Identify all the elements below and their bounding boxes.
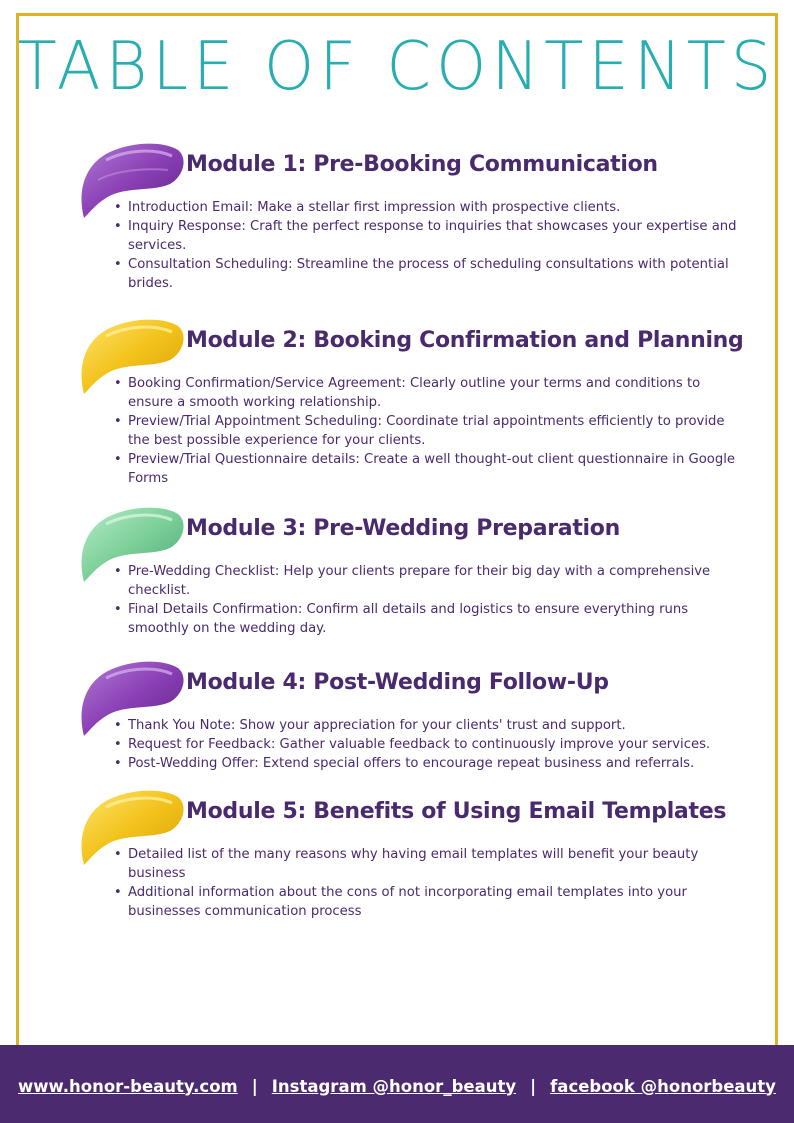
module-bullet-list bbox=[114, 374, 740, 488]
facebook-link[interactable]: facebook @honorbeauty bbox=[550, 1076, 776, 1096]
list-item: • Thank You Note: Show your appreciation for your clients' trust and support. bbox=[114, 718, 626, 733]
list-item: • Post-Wedding Offer: Extend special offers to encourage repeat business and referrals. bbox=[114, 756, 695, 771]
list-item: • Preview/Trial Appointment Scheduling: Coordinate trial appointments efficiently to provide the best possible experience for your clients. bbox=[114, 414, 725, 448]
list-item: • Detailed list of the many reasons why having email templates will benefit your beauty business bbox=[114, 847, 699, 881]
list-item: • Additional information about the cons of not incorporating email templates into your businesses communication process bbox=[114, 885, 687, 919]
footer-bar bbox=[0, 1045, 794, 1123]
module-title: Module 5: Benefits of Using Email Templates bbox=[186, 799, 727, 824]
instagram-link[interactable]: Instagram @honor_beauty bbox=[271, 1076, 517, 1096]
list-item: • Pre-Wedding Checklist: Help your clients prepare for their big day with a comprehensive checklist. bbox=[114, 564, 711, 598]
list-item: • Consultation Scheduling: Streamline the process of scheduling consultations with potential brides. bbox=[114, 257, 729, 291]
module-title: Module 1: Pre-Booking Communication bbox=[186, 152, 658, 177]
list-item: • Final Details Confirmation: Confirm all details and logistics to ensure everything runs smoothly on the wedding day. bbox=[114, 602, 689, 636]
list-item: • Booking Confirmation/Service Agreement: Clearly outline your terms and conditions to ensure a smooth working relationship. bbox=[114, 376, 701, 410]
module-bullet-list bbox=[114, 845, 740, 921]
list-item: • Preview/Trial Questionnaire details: Create a well thought-out client questionnaire in Google Forms bbox=[114, 452, 736, 486]
module-bullet-list bbox=[114, 562, 740, 638]
list-item: • Introduction Email: Make a stellar first impression with prospective clients. bbox=[114, 200, 621, 215]
website-link[interactable]: www.honor-beauty.com bbox=[18, 1076, 238, 1096]
module-title: Module 2: Booking Confirmation and Planning bbox=[186, 328, 744, 353]
module-title: Module 3: Pre-Wedding Preparation bbox=[186, 516, 620, 541]
list-item: • Request for Feedback: Gather valuable feedback to continuously improve your services. bbox=[114, 737, 711, 752]
footer-separator: | bbox=[530, 1076, 537, 1096]
page-title: TABLE OF CONTENTS bbox=[17, 28, 777, 106]
module-title: Module 4: Post-Wedding Follow-Up bbox=[186, 670, 609, 695]
list-item: • Inquiry Response: Craft the perfect response to inquiries that showcases your expertise and services. bbox=[114, 219, 737, 253]
module-bullet-list bbox=[114, 198, 740, 293]
module-bullet-list bbox=[114, 716, 740, 773]
footer-separator: | bbox=[251, 1076, 258, 1096]
